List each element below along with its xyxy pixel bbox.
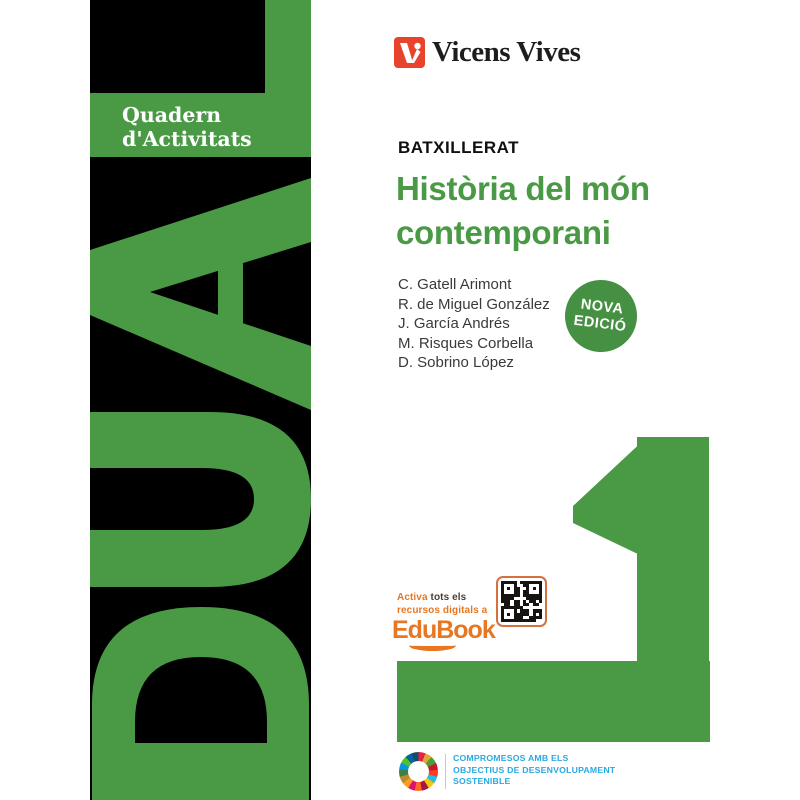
author-row: D. Sobrino López [398,354,514,371]
qr-code [496,576,547,627]
workbook-label-line1: Quadern [122,103,222,127]
book-title-line1: Història del món [396,170,650,207]
authors-list [398,275,550,373]
workbook-label-line2: d'Activitats [122,127,252,151]
edubook-smile-icon [409,640,456,651]
promo-dark-words: tots els [430,592,467,603]
nova-edicio-badge-text [573,296,630,336]
author-row: M. Risques Corbella [398,334,534,352]
sdg-line3: SOSTENIBLE [453,776,511,787]
author-row: J. García Andrés [398,315,510,332]
sdg-commitment-text [453,753,615,788]
workbook-label [122,103,302,151]
badge-line1: NOVA [579,296,625,318]
publisher-wordmark: Vicens Vives [432,36,581,68]
sdg-line1: COMPROMESOS AMB ELS [453,753,569,763]
author-row: C. Gatell Arimont [398,276,512,293]
promo-accent-word: Activa [397,592,428,603]
book-title-line2: contemporani [396,214,611,251]
author-row: R. de Miguel González [398,295,550,313]
edubook-logo: EduBook [392,616,495,644]
book-title [396,167,726,255]
vicens-vives-logo-icon [394,37,425,68]
sdg-divider [445,754,446,789]
stage-label: BATXILLERAT [398,138,520,157]
nova-edicio-badge [561,276,641,356]
volume-number-graphic [390,420,720,750]
badge-line2: EDICIÓ [572,312,628,336]
edubook-promo-line2: recursos digitals a [397,604,488,616]
qr-pattern [501,581,542,622]
sdg-line2: OBJECTIUS DE DESENVOLUPAMENT [453,764,616,775]
sdg-wheel-icon [399,752,438,791]
edubook-promo-text [397,592,487,617]
edubook-promo-line1 [397,592,487,605]
